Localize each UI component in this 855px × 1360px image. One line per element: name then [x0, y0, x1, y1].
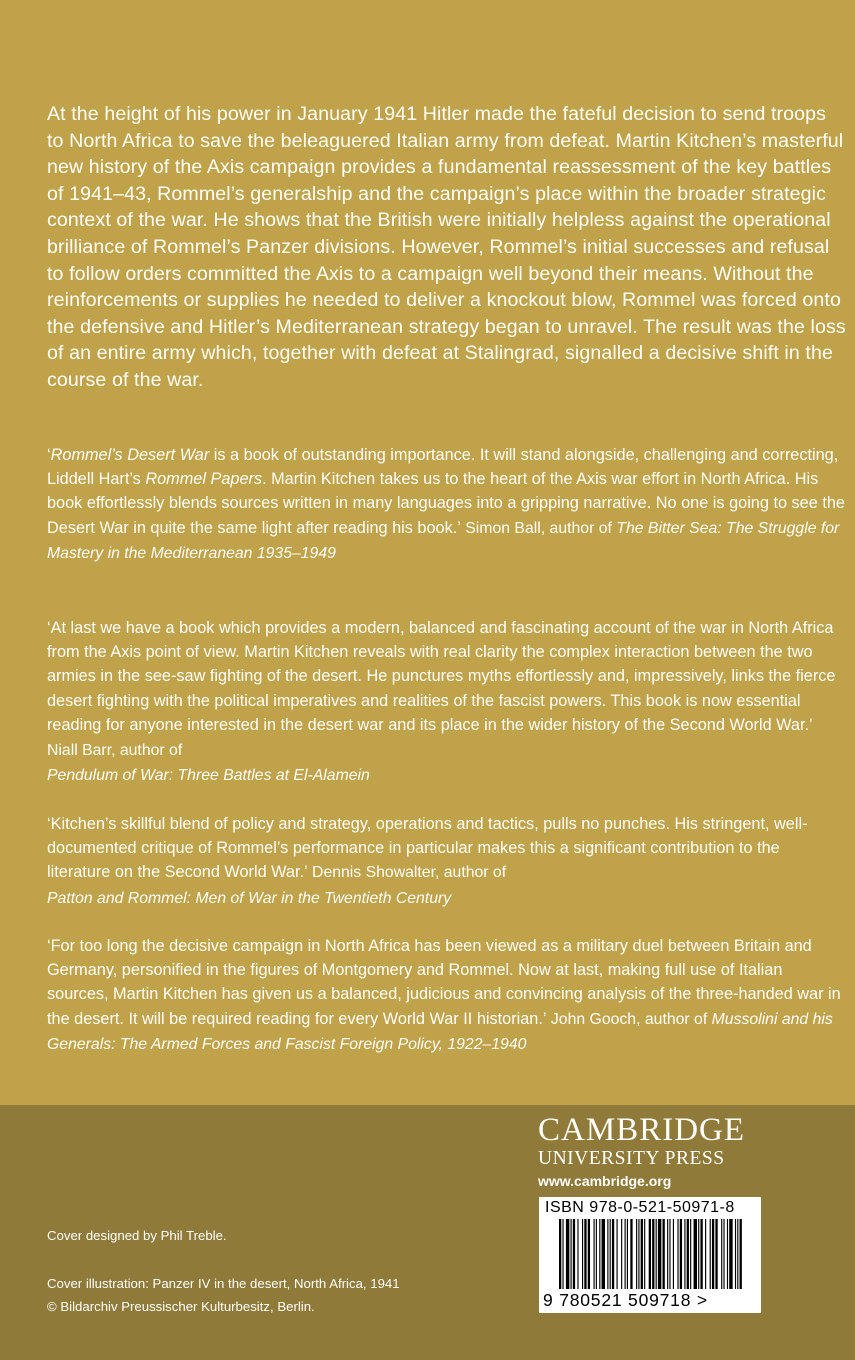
- barcode-bar: [571, 1219, 572, 1289]
- quote-author-book: The Bitter Sea: The Struggle for Mastery in the Mediterranean 1935–1949: [47, 519, 840, 562]
- barcode-bar: [610, 1219, 611, 1289]
- barcode-bar: [627, 1219, 628, 1289]
- quote-text: ‘Kitchen’s skillful blend of policy and strategy, operations and tactics, pulls no punches. His stringent, well-documented critique of Rommel’s performance in particular makes this a significant contribution to the literature on the Second World War.’: [47, 815, 808, 882]
- barcode-bar: [630, 1219, 632, 1289]
- quote-text: . Martin Kitchen takes us to the heart of the Axis war effort in North Africa. His book effortlessly blends sources written in many languages into a gripping narrative. No one is going to see the Desert War in quite the same light after reading his book.’: [47, 470, 845, 537]
- quote-author-book: Mussolini and his Generals: The Armed Forces and Fascist Foreign Policy, 1922–1940: [47, 1010, 833, 1053]
- barcode-bar: [652, 1219, 654, 1289]
- barcode-bar: [584, 1219, 586, 1289]
- barcode-bar: [602, 1219, 605, 1289]
- quote-author: Niall Barr, author of: [47, 742, 183, 760]
- publisher-logo: [538, 1112, 788, 1191]
- cover-design-credit: Cover designed by Phil Treble.: [47, 1228, 227, 1243]
- barcode-bar: [599, 1219, 600, 1289]
- quoted-title: Rommel’s Desert War: [50, 446, 210, 464]
- quote-author-book: Pendulum of War: Three Battles at El-Alamein: [47, 767, 370, 785]
- barcode-bar: [641, 1219, 643, 1289]
- barcode-number: 9 780521 509718 >: [543, 1290, 708, 1310]
- quote-mark: ‘: [47, 446, 51, 464]
- barcode-bar: [625, 1219, 626, 1289]
- barcode-bar: [687, 1219, 689, 1289]
- barcode-bar: [607, 1219, 608, 1289]
- barcode-bar: [727, 1219, 728, 1289]
- barcode-bar: [663, 1219, 665, 1289]
- review-quote-3: [47, 812, 847, 911]
- publisher-subtitle: UNIVERSITY PRESS: [538, 1148, 725, 1169]
- barcode-bar: [712, 1219, 714, 1289]
- quoted-title: Rommel Papers: [145, 470, 263, 489]
- barcode-bar: [737, 1219, 738, 1289]
- barcode-bar: [596, 1219, 597, 1289]
- barcode-bar: [667, 1219, 668, 1289]
- barcode-bar: [594, 1219, 595, 1289]
- barcode-bar: [710, 1219, 711, 1289]
- barcode-bar: [700, 1219, 702, 1289]
- barcode-bar: [656, 1219, 657, 1289]
- quote-author: Simon Ball, author of: [460, 519, 617, 537]
- book-blurb: At the height of his power in January 1941 Hitler made the fateful decision to send troops to North Africa to save the beleaguered Italian army from defeat. Martin Kitchen’s masterful new history of the Axis campaign provides a fundamental reassessment of the key battles of 1941–43, Rommel’s generalship and the campaign’s place within the broader strategic context of the war. He shows that the British were initially helpless against the operational brilliance of Rommel’s Panzer divisions. However, Rommel’s initial successes and refusal to follow orders committed the Axis to a campaign well beyond their means. Without the reinforcements or supplies he needed to deliver a knockout blow, Rommel was forced onto the defensive and Hitler’s Mediterranean strategy began to unravel. The result was the loss of an entire army which, together with defeat at Stalingrad, signalled a decisive shift in the course of the war.: [47, 103, 846, 391]
- barcode-bar: [617, 1219, 618, 1289]
- barcode-bar: [669, 1219, 670, 1289]
- quote-author: John Gooch, author of: [546, 1010, 712, 1028]
- barcode-bar: [649, 1219, 651, 1289]
- quote-author-book: Patton and Rommel: Men of War in the Twentieth Century: [47, 889, 452, 907]
- barcode-bar: [698, 1219, 699, 1289]
- quote-author: Dennis Showalter, author of: [307, 864, 507, 882]
- barcode-bar: [612, 1219, 614, 1289]
- publisher-url: www.cambridge.org: [538, 1173, 672, 1189]
- barcode-bar: [677, 1219, 678, 1289]
- barcode-bar: [566, 1219, 569, 1289]
- barcode-bar: [705, 1219, 706, 1289]
- barcode-bar: [729, 1219, 732, 1289]
- barcode-bar: [673, 1219, 674, 1289]
- quote-text: ‘At last we have a book which provides a modern, balanced and fascinating account of the war in North Africa from the Axis point of view. Martin Kitchen reveals with real clarity the complex interaction between the two armies in the see-saw fighting of the desert. He punctures myths effortlessly and, impressively, links the fierce desert fighting with the political imperatives and realities of the fascist powers. This book is now essential reading for anyone interested in the desert war and its place in the wider history of the Second World War.’: [47, 619, 836, 734]
- barcode-bar: [644, 1219, 645, 1289]
- barcode-bar: [573, 1219, 575, 1289]
- barcode-bar: [723, 1219, 724, 1289]
- barcode-bar: [588, 1219, 590, 1289]
- review-quote-4: [47, 934, 847, 1057]
- barcode-bar: [684, 1219, 685, 1289]
- barcode-bar: [577, 1219, 578, 1289]
- cover-illustration-credit: Cover illustration: Panzer IV in the desert, North Africa, 1941: [47, 1276, 400, 1291]
- barcode-bar: [638, 1219, 639, 1289]
- barcode-bar: [621, 1219, 622, 1289]
- barcode-bar: [715, 1219, 717, 1289]
- barcode-bar: [740, 1219, 742, 1289]
- quote-text: is a book of outstanding importance. It will stand alongside, challenging and correcting, Liddell Hart’s: [47, 446, 839, 489]
- barcode-bar: [559, 1219, 561, 1289]
- publisher-name: CAMBRIDGE: [538, 1112, 746, 1148]
- barcode-bar: [735, 1219, 736, 1289]
- isbn-barcode: [539, 1197, 761, 1313]
- barcode-bar: [582, 1219, 583, 1289]
- review-quote-2: [47, 616, 847, 788]
- copyright-credit: © Bildarchiv Preussischer Kulturbesitz, Berlin.: [47, 1299, 315, 1314]
- barcode-bar: [721, 1219, 722, 1289]
- barcode-bar: [690, 1219, 691, 1289]
- barcode-bar: [636, 1219, 637, 1289]
- review-quote-1: [47, 443, 847, 566]
- isbn-label: ISBN 978-0-521-50971-8: [545, 1199, 735, 1216]
- barcode-bar: [694, 1219, 697, 1289]
- barcode-bar: [658, 1219, 661, 1289]
- barcode-bar: [562, 1219, 563, 1289]
- barcode-bar: [680, 1219, 682, 1289]
- quote-text: ‘For too long the decisive campaign in North Africa has been viewed as a military duel between Britain and Germany, personified in the figures of Montgomery and Rommel. Now at last, making full use of Italian sources, Martin Kitchen has given us a balanced, judicious and convincing analysis of the three-handed war in the desert. It will be required reading for every World War II historian.’: [47, 937, 841, 1028]
